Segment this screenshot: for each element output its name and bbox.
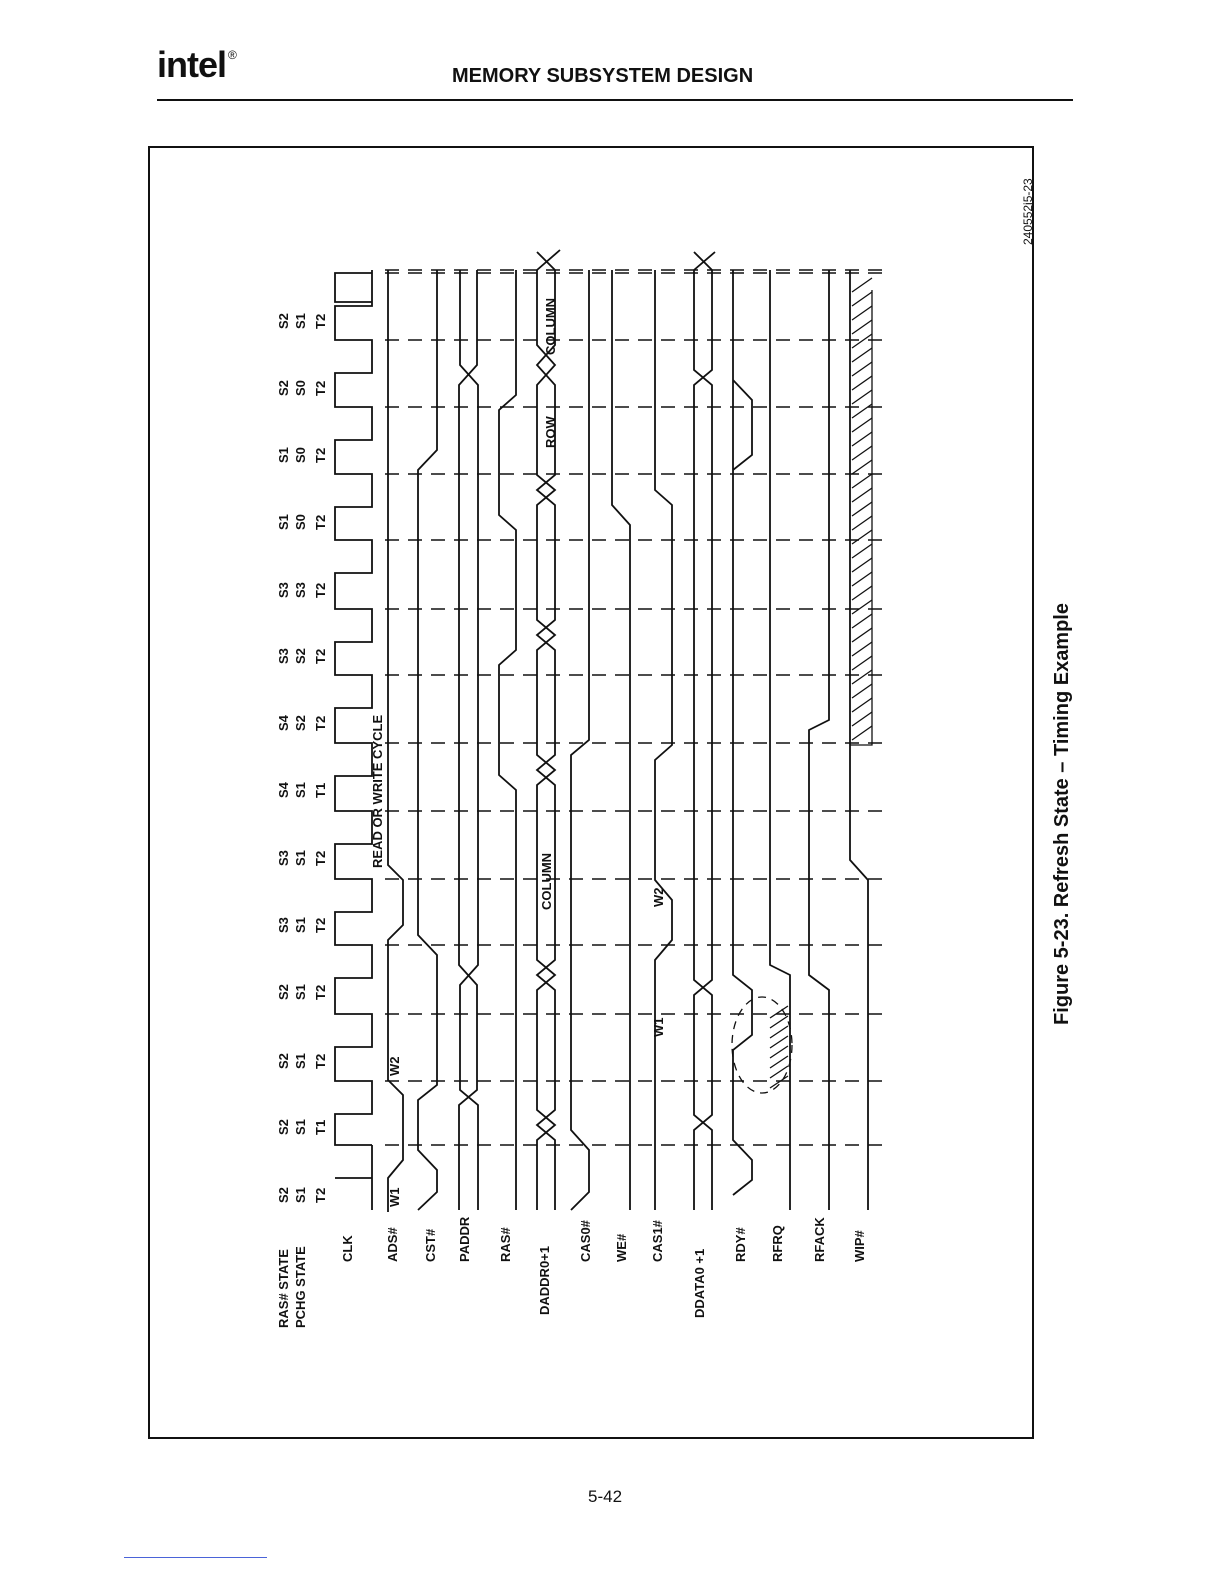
ras-state-12: S2	[276, 380, 291, 396]
pchg-state-4: S1	[293, 917, 308, 933]
pchg-state-5: S1	[293, 850, 308, 866]
ras-state-3: S2	[276, 984, 291, 1000]
cas1-wave	[655, 270, 672, 1210]
page-header-title: MEMORY SUBSYSTEM DESIGN	[452, 65, 754, 87]
annotation-w1: W1	[387, 1187, 402, 1207]
ras-state-0: S2	[276, 1187, 291, 1203]
waves	[335, 250, 868, 1212]
pchg-state-8: S2	[293, 648, 308, 664]
t-state-4: T2	[313, 917, 328, 933]
footer-link-line	[124, 1557, 267, 1558]
pchg-state-11: S0	[293, 447, 308, 463]
annotation-w1-cas1: W1	[651, 1017, 666, 1037]
signal-label-0: CLK	[340, 1235, 355, 1262]
signal-label-8: CAS1#	[650, 1220, 665, 1262]
t-state-3: T2	[313, 984, 328, 1000]
ddata-bus-a	[694, 270, 712, 1210]
ras-state-4: S3	[276, 917, 291, 933]
pchg-state-1: S1	[293, 1119, 308, 1135]
t-state-0: T2	[313, 1187, 328, 1203]
pchg-state-12: S0	[293, 380, 308, 396]
signal-label-6: CAS0#	[578, 1220, 593, 1262]
pchg-state-9: S3	[293, 582, 308, 598]
we-wave	[612, 270, 630, 1210]
pchg-state-3: S1	[293, 984, 308, 1000]
pchg-state-7: S2	[293, 715, 308, 731]
t-state-11: T2	[313, 447, 328, 463]
intel-logo: intel ®	[157, 44, 236, 85]
pchg-state-10: S0	[293, 514, 308, 530]
rfrq-wave	[770, 270, 790, 1210]
signal-label-12: RFACK	[812, 1217, 827, 1262]
pchg-state-2: S1	[293, 1053, 308, 1069]
t-state-6: T1	[313, 782, 328, 798]
ras-state-2: S2	[276, 1053, 291, 1069]
cas0-wave	[571, 270, 589, 1210]
t-state-8: T2	[313, 648, 328, 664]
signal-label-9: DDATA0 +1	[692, 1248, 707, 1318]
daddr-bus-b	[537, 270, 555, 1210]
paddr-bus-b	[460, 270, 478, 1210]
signal-label-11: RFRQ	[770, 1225, 785, 1262]
wip-hatch	[852, 278, 872, 740]
wip-hatch-edge	[850, 290, 872, 745]
signal-label-2: CST#	[423, 1228, 438, 1262]
t-state-13: T2	[313, 313, 328, 329]
paddr-bus-a	[459, 270, 477, 1210]
t-state-7: T2	[313, 715, 328, 731]
ras-state-6: S4	[276, 782, 291, 798]
ras-state-8: S3	[276, 648, 291, 664]
signal-label-7: WE#	[614, 1233, 629, 1262]
ras-state-1: S2	[276, 1119, 291, 1135]
t-state-10: T2	[313, 514, 328, 530]
t-state-9: T2	[313, 582, 328, 598]
t-state-12: T2	[313, 380, 328, 396]
figure-caption: Figure 5-23. Refresh State – Timing Example	[1051, 603, 1073, 1025]
annotation-row: ROW	[543, 416, 558, 448]
ddata-x	[694, 252, 715, 270]
clk-wave-rest	[335, 270, 372, 1145]
ras-state-10: S1	[276, 514, 291, 530]
clk-wave	[335, 1145, 372, 1210]
cst-wave	[418, 270, 437, 1210]
annotation-w2-cas1: W2	[651, 887, 666, 907]
page-number: 5-42	[588, 1487, 623, 1506]
ras-state-5: S3	[276, 850, 291, 866]
hatches	[732, 278, 872, 1093]
ras-state-7: S4	[276, 715, 291, 731]
daddr-x	[537, 250, 560, 270]
rfack-wave	[809, 270, 829, 1210]
signal-label-4: RAS#	[498, 1227, 513, 1262]
pchg-state-6: S1	[293, 782, 308, 798]
annotation-read-write-cycle: READ OR WRITE CYCLE	[370, 714, 385, 868]
ras-state-11: S1	[276, 447, 291, 463]
signal-label-10: RDY#	[733, 1227, 748, 1262]
ras-state-13: S2	[276, 313, 291, 329]
rfrq-circle	[732, 997, 792, 1093]
signal-label-13: WIP#	[852, 1230, 867, 1262]
signal-label-5: DADDR0+1	[537, 1246, 552, 1315]
t-state-1: T1	[313, 1119, 328, 1135]
rdy-wave	[733, 270, 752, 1195]
ddata-bus-b	[694, 270, 712, 1210]
signal-label-3: PADDR	[457, 1216, 472, 1262]
annotation-w2: W2	[387, 1056, 402, 1076]
figure-id-code: 240552i5-23	[1021, 178, 1035, 245]
pchg-state-0: S1	[293, 1187, 308, 1203]
annotation-column-2: COLUMN	[543, 297, 558, 355]
pchg-state-13: S1	[293, 313, 308, 329]
daddr-bus-a	[537, 270, 555, 1210]
pchg-state-label: PCHG STATE	[293, 1246, 308, 1328]
ras-state-9: S3	[276, 582, 291, 598]
ras-state-label: RAS# STATE	[276, 1249, 291, 1328]
t-state-5: T2	[313, 850, 328, 866]
signal-label-1: ADS#	[385, 1227, 400, 1262]
ras-wave	[499, 270, 516, 1210]
annotation-column-1: COLUMN	[539, 852, 554, 910]
t-state-2: T2	[313, 1053, 328, 1069]
